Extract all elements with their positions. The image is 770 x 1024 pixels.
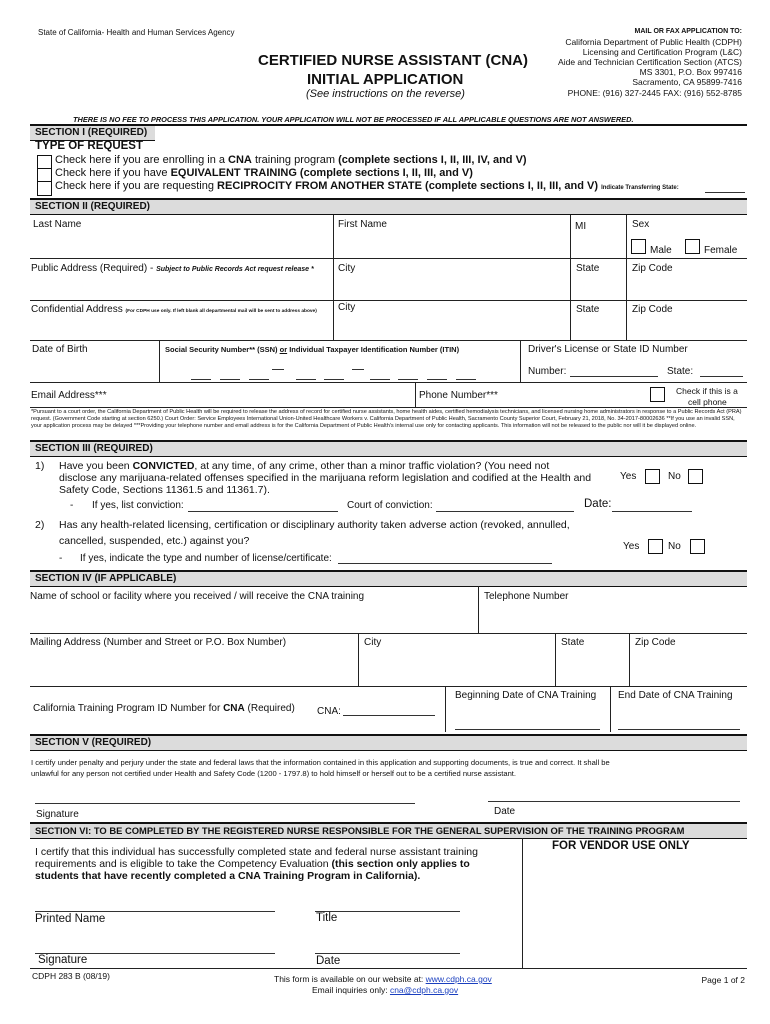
mailing-address-input[interactable]: [31, 652, 353, 682]
vendor-use-label: FOR VENDOR USE ONLY: [552, 840, 690, 852]
mail-line: Licensing and Certification Program (L&C): [582, 47, 742, 57]
last-name-label: Last Name: [33, 219, 82, 230]
q1-yes-checkbox[interactable]: [645, 469, 660, 484]
first-name-input[interactable]: [338, 228, 566, 254]
public-zip-label: Zip Code: [632, 263, 673, 274]
q2-no-label: No: [668, 541, 681, 552]
q2-number: 2): [35, 519, 45, 531]
conviction-date-input[interactable]: [612, 511, 692, 512]
applicant-date-input[interactable]: [488, 801, 740, 802]
section-5-certification-line2: unlawful for any person not certified under Health and Safety Code (1200 - 1797.8) to hold himself or herself out to be a certified nurse assistant.: [31, 769, 517, 778]
section-6-title: SECTION VI: TO BE COMPLETED BY THE REGISTERED NURSE RESPONSIBLE FOR THE GENERAL SUPERVISION OF THE TRAINING PROGRAM: [30, 822, 747, 839]
email-input[interactable]: [120, 385, 410, 404]
reciprocity-checkbox[interactable]: [37, 181, 52, 196]
section-3-title: SECTION III (REQUIRED): [30, 440, 747, 457]
q2-yes-checkbox[interactable]: [648, 539, 663, 554]
conviction-date-label: Date:: [584, 498, 612, 510]
agency-name: State of California- Health and Human Services Agency: [38, 28, 235, 37]
male-label: Male: [650, 245, 672, 256]
email-inquiries-line: Email inquiries only: cna@cdph.ca.gov: [312, 985, 459, 995]
rn-date-label: Date: [316, 955, 341, 967]
enroll-option: Check here if you are enrolling in a CNA training program (complete sections I, II, III, IV, and V): [55, 154, 527, 166]
cna-id-input[interactable]: [343, 715, 435, 716]
ssn-itin-label: Social Security Number** (SSN) or Individual Taxpayer Identification Number (ITIN): [165, 345, 460, 354]
q2-no-checkbox[interactable]: [690, 539, 705, 554]
confidential-address-input[interactable]: [33, 318, 328, 338]
program-id-label: California Training Program ID Number for CNA (Required): [33, 703, 295, 714]
confidential-city-label: City: [338, 302, 356, 313]
applicant-signature-label: Signature: [36, 809, 79, 820]
email-link[interactable]: cna@cdph.ca.gov: [389, 985, 459, 995]
dl-number-label: Number:: [528, 366, 567, 377]
end-date-input[interactable]: [618, 729, 740, 730]
confidential-address-label: Confidential Address (For CDPH use only. If left blank all departmental mail will be sent to address above): [31, 304, 317, 315]
dash: -: [70, 500, 74, 511]
last-name-input[interactable]: [33, 228, 328, 254]
form-title: CERTIFIED NURSE ASSISTANT (CNA): [258, 52, 528, 69]
mail-heading: MAIL OR FAX APPLICATION TO:: [634, 28, 742, 35]
type-of-request-heading: TYPE OF REQUEST: [35, 140, 143, 152]
public-zip-input[interactable]: [631, 276, 743, 298]
school-zip-label: Zip Code: [635, 637, 676, 648]
mail-line: MS 3301, P.O. Box 997416: [639, 67, 742, 77]
section-6-cert-line3: students that have recently completed a CNA Training Program in California).: [35, 870, 421, 882]
applicant-date-label: Date: [494, 806, 516, 817]
q2-line2: cancelled, suspended, etc.) against you?: [59, 535, 250, 547]
dl-state-label: State:: [667, 366, 694, 377]
form-id: CDPH 283 B (08/19): [32, 971, 110, 981]
court-label: Court of conviction:: [347, 500, 433, 511]
rn-printed-name-label: Printed Name: [35, 913, 106, 925]
public-city-label: City: [338, 263, 356, 274]
phone-input[interactable]: [505, 385, 645, 404]
school-telephone-input[interactable]: [483, 605, 743, 630]
no-fee-notice: THERE IS NO FEE TO PROCESS THIS APPLICATION. YOUR APPLICATION WILL NOT BE PROCESSED IF ALL APPLICABLE QUESTIONS ARE NOT ANSWERED.: [73, 115, 634, 124]
section-5-certification-line1: I certify under penalty and perjury under the state and federal laws that the information contained in this application and supporting documents, is true and correct. It shall be: [31, 758, 610, 767]
cell-phone-label: cell phone: [688, 397, 727, 407]
cell-phone-checkbox[interactable]: [650, 387, 665, 402]
mi-label: MI: [575, 221, 587, 232]
cell-check-label: Check if this is a: [676, 386, 738, 396]
license-type-input[interactable]: [338, 563, 552, 564]
q1-line2: disclose any marijuana-related offenses specified in the marijuana reform legislation and codified at the Health and: [59, 472, 592, 484]
q2-line1: Has any health-related licensing, certification or disciplinary authority taken adverse action (revoked, annulled,: [59, 519, 570, 531]
dash: -: [59, 553, 63, 564]
instructions-note: (See instructions on the reverse): [306, 88, 465, 100]
q1-number: 1): [35, 460, 45, 472]
female-checkbox[interactable]: [685, 239, 700, 254]
public-state-input[interactable]: [575, 276, 623, 298]
dl-number-input[interactable]: [570, 376, 658, 377]
confidential-state-label: State: [576, 304, 600, 315]
school-name-input[interactable]: [31, 605, 473, 630]
school-state-input[interactable]: [560, 652, 625, 682]
rn-printed-name-input[interactable]: [35, 911, 275, 912]
public-address-input[interactable]: [33, 276, 328, 298]
reciprocity-option: Check here if you are requesting RECIPROCITY FROM ANOTHER STATE (complete sections I, II, III, and V) Indicate Transferring State:: [55, 180, 679, 192]
page-number: Page 1 of 2: [701, 975, 745, 985]
mail-line: Aide and Technician Certification Section (ATCS): [558, 57, 742, 67]
website-link[interactable]: www.cdph.ca.gov: [425, 974, 492, 984]
confidential-city-input[interactable]: [338, 316, 566, 338]
drivers-license-label: Driver's License or State ID Number: [528, 344, 688, 355]
q1-no-label: No: [668, 471, 681, 482]
section-4-title: SECTION IV (IF APPLICABLE): [30, 570, 747, 587]
mail-line: Sacramento, CA 95899-7416: [632, 77, 742, 87]
section-6-cert-line2: requirements and is eligible to take the Competency Evaluation (this section only applies to: [35, 858, 470, 870]
form-subtitle: INITIAL APPLICATION: [307, 71, 464, 88]
transferring-state-field[interactable]: [705, 192, 745, 193]
school-city-label: City: [364, 637, 382, 648]
school-telephone-label: Telephone Number: [484, 591, 569, 602]
list-conviction-label: If yes, list conviction:: [92, 500, 184, 511]
q1-line3: Safety Code, Sections 11361.5 and 11361.7).: [59, 484, 270, 496]
q1-no-checkbox[interactable]: [688, 469, 703, 484]
confidential-zip-input[interactable]: [631, 318, 743, 338]
begin-date-label: Beginning Date of CNA Training: [455, 690, 597, 701]
mi-input[interactable]: [575, 232, 623, 254]
section-6-cert-line1: I certify that this individual has successfully completed state and federal nurse assistant training: [35, 846, 478, 858]
sex-label: Sex: [632, 219, 650, 230]
q1-line1: Have you been CONVICTED, at any time, of any crime, other than a minor traffic violation? (You need not: [59, 460, 550, 472]
privacy-footnote: *Pursuant to a court order, the California Department of Public Health will be required to release the address of record for certified nurse assistants, home health aides, certified hemodialysis technicians, and licensed nursing home administrators in response to a Public Records Act (PRA) request. (Government Code starting at section 6250.) Court Order: Service Employees International Union-United Healthcare Workers v. California Department of Public Health, Sacramento County Superior Court, February 21, 2018, No. 34-2017-80002636 **If you use an invalid SSN, your application process may be delayed ***Providing your telephone number and email address is for the California Department of Public Health's internal use only for contacting applicants. This information will not be released to the public nor will it be displayed online.: [31, 409, 742, 429]
cna-id-label: CNA:: [317, 706, 341, 717]
mail-line: PHONE: (916) 327-2445 FAX: (916) 552-8785: [567, 88, 742, 98]
section-1-title: SECTION I (REQUIRED): [30, 124, 155, 141]
section-2-title: SECTION II (REQUIRED): [30, 198, 747, 215]
dob-label: Date of Birth: [32, 344, 88, 355]
conviction-input[interactable]: [188, 511, 338, 512]
rn-date-input[interactable]: [315, 953, 460, 954]
rn-title-label: Title: [316, 912, 338, 924]
website-line: This form is available on our website at: www.cdph.ca.gov: [274, 974, 492, 984]
school-zip-input[interactable]: [634, 652, 743, 682]
equivalent-training-option: Check here if you have EQUIVALENT TRAINING (complete sections I, II, III, and V): [55, 167, 473, 179]
rn-signature-label: Signature: [38, 954, 88, 966]
public-address-label: Public Address (Required) - Subject to Public Records Act request release *: [31, 263, 314, 274]
q1-yes-label: Yes: [620, 471, 637, 482]
public-state-label: State: [576, 263, 600, 274]
confidential-zip-label: Zip Code: [632, 304, 673, 315]
begin-date-input[interactable]: [455, 729, 600, 730]
male-checkbox[interactable]: [631, 239, 646, 254]
confidential-state-input[interactable]: [575, 318, 623, 338]
q2-yes-label: Yes: [623, 541, 640, 552]
license-type-label: If yes, indicate the type and number of license/certificate:: [80, 553, 332, 564]
end-date-label: End Date of CNA Training: [618, 690, 733, 701]
email-label: Email Address***: [31, 390, 107, 401]
school-city-input[interactable]: [363, 652, 551, 682]
section-5-title: SECTION V (REQUIRED): [30, 734, 747, 751]
mailing-address-label: Mailing Address (Number and Street or P.O. Box Number): [30, 637, 287, 648]
female-label: Female: [704, 245, 738, 256]
school-state-label: State: [561, 637, 585, 648]
dob-input[interactable]: [33, 358, 153, 380]
public-city-input[interactable]: [338, 276, 566, 298]
dl-state-input[interactable]: [700, 376, 743, 377]
mail-line: California Department of Public Health (CDPH): [565, 37, 742, 47]
applicant-signature-input[interactable]: [35, 803, 415, 804]
court-input[interactable]: [436, 511, 574, 512]
first-name-label: First Name: [338, 219, 387, 230]
phone-label: Phone Number***: [419, 390, 498, 401]
school-name-label: Name of school or facility where you received / will receive the CNA training: [30, 591, 365, 602]
